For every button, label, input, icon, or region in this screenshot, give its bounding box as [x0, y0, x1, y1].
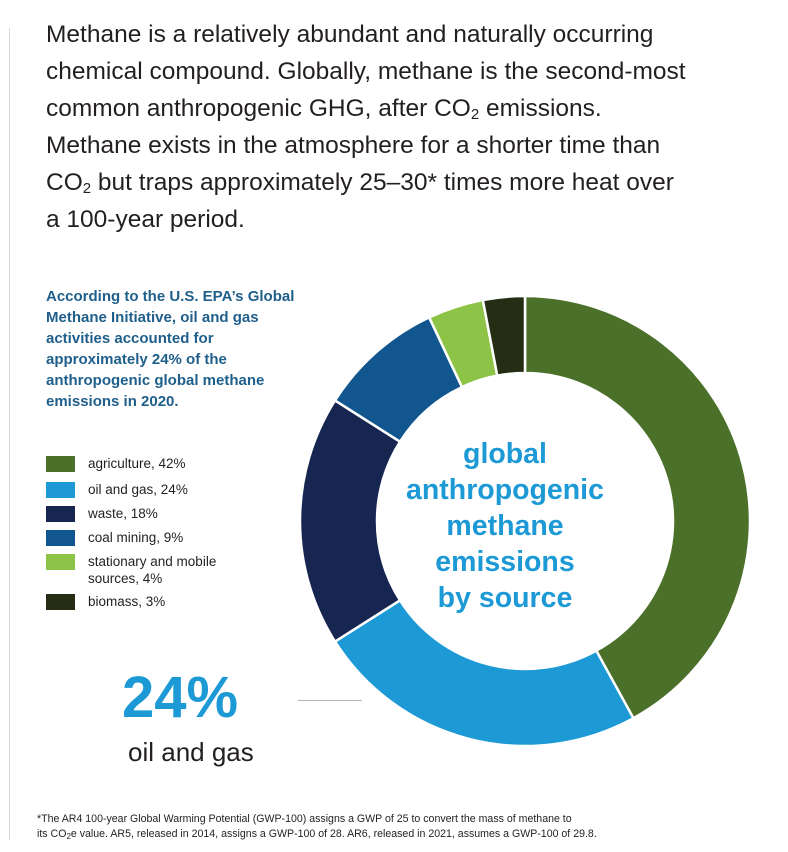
legend-swatch	[46, 554, 75, 570]
legend-swatch	[46, 594, 75, 610]
footnote: *The AR4 100-year Global Warming Potential (GWP-100) assigns a GWP of 25 to convert the mass of methane to its $CO_2e$ value. AR5, released in 2014, assigns a GWP-100 of 28. AR6, released in 2021, assumes a GWP-100 of 29.8.	[37, 813, 597, 841]
chart-center-title	[380, 436, 630, 616]
legend-label: stationary and mobile sources, 4%	[88, 554, 217, 586]
legend-item	[46, 594, 238, 610]
legend-label: oil and gas, 24%	[88, 482, 188, 497]
legend-swatch	[46, 530, 75, 546]
legend-swatch	[46, 482, 75, 498]
center-title-line: global	[463, 438, 547, 470]
legend-label: agriculture, 42%	[88, 456, 186, 471]
legend-label: waste, 18%	[88, 506, 158, 521]
legend-item	[46, 554, 238, 587]
callout-connector-line	[298, 700, 362, 701]
epa-note: According to the U.S. EPA’s Global Methane Initiative, oil and gas activities accounted for approximately 24% of the anthropogenic global methane emissions in 2020.	[46, 288, 295, 410]
intro-paragraph: Methane is a relatively abundant and naturally occurring chemical compound. Globally, methane is the second-most common anthropogenic GHG, after $CO_2$ emissions. Methane exists in the atmosphere for a shorter time than $CO_2$ but traps approximately 25–30* times more heat over a 100-year period.	[46, 21, 686, 233]
center-title-line: methane	[446, 510, 564, 542]
legend-item	[46, 530, 238, 546]
left-divider	[9, 28, 10, 840]
legend-item	[46, 456, 238, 472]
legend-label: biomass, 3%	[88, 594, 166, 609]
footnote-line-1: *The AR4 100-year Global Warming Potential (GWP-100) assigns a GWP of 25 to convert the mass of methane to	[37, 813, 572, 825]
donut-slice-oil-and-gas	[335, 600, 633, 746]
center-title-line: by source	[437, 582, 573, 614]
legend-swatch	[46, 506, 75, 522]
highlight-caption: oil and gas	[128, 737, 254, 767]
center-title-line: emissions	[435, 546, 575, 578]
legend-item	[46, 482, 238, 498]
legend-item	[46, 506, 238, 522]
legend-label: coal mining, 9%	[88, 530, 184, 545]
center-title-line: anthropogenic	[406, 474, 604, 506]
highlight-percentage: 24%	[122, 665, 239, 730]
legend-swatch	[46, 456, 75, 472]
